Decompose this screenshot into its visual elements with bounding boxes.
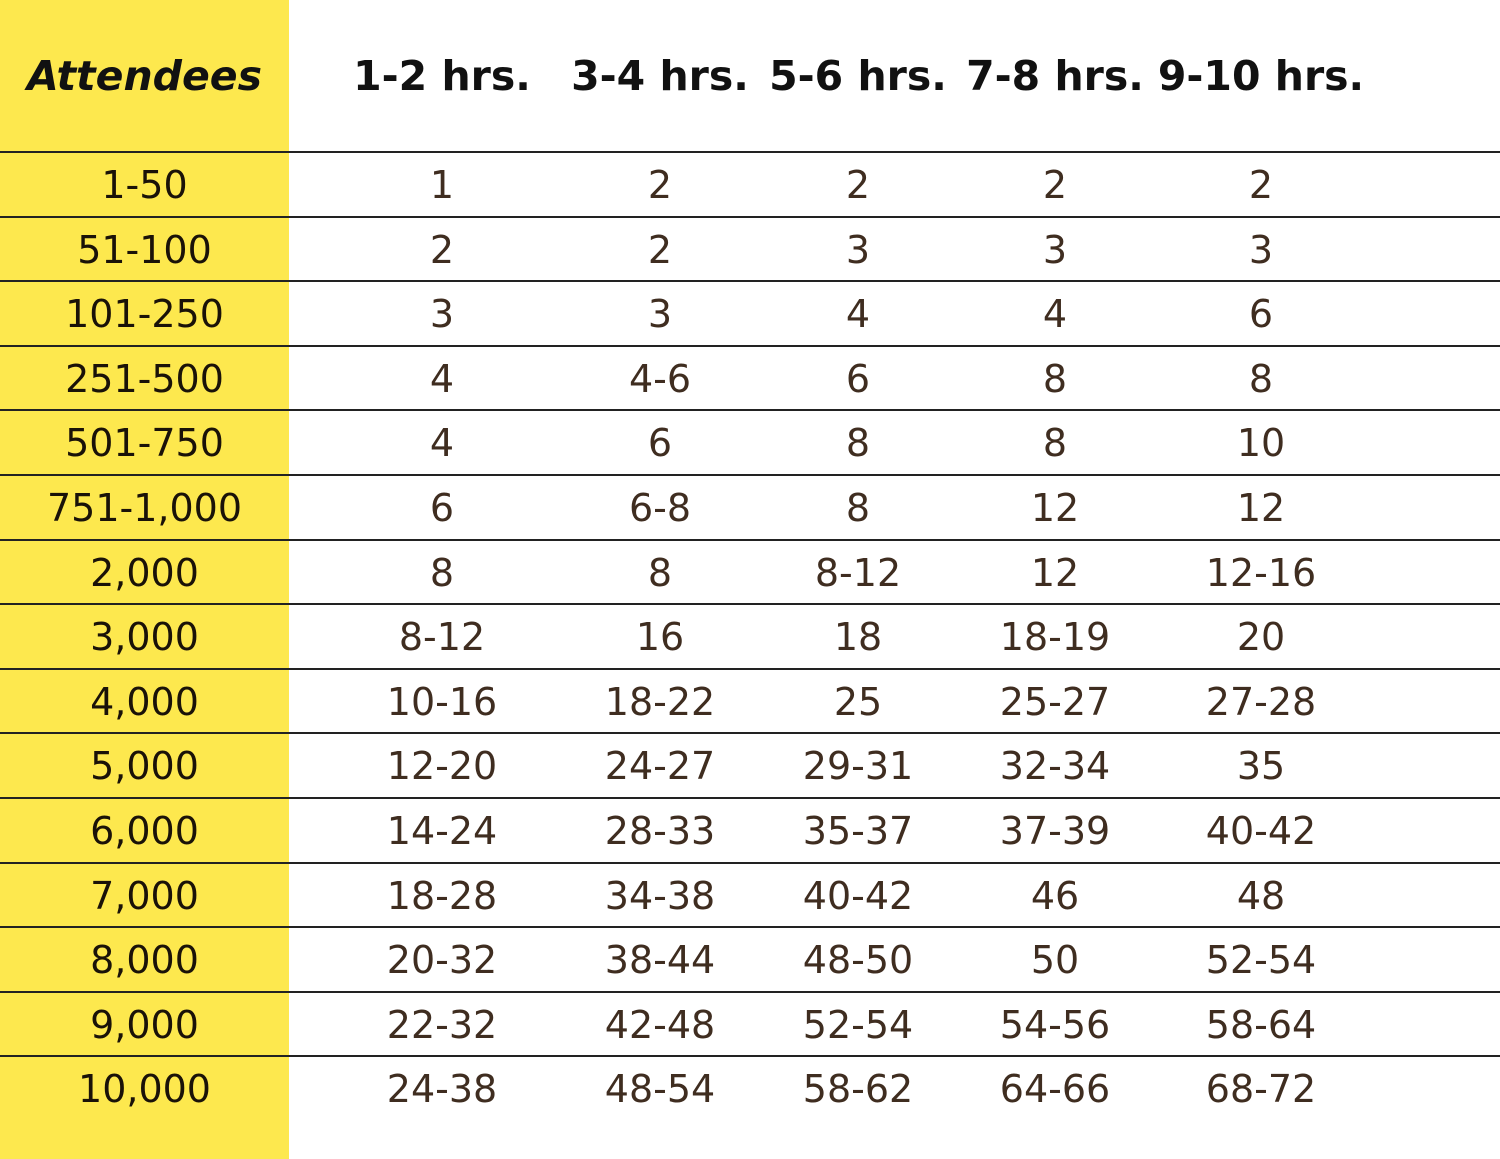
staff-count-cell: 4-6 bbox=[628, 356, 692, 401]
staff-count-cell: 8-12 bbox=[814, 550, 902, 595]
staff-count-cell: 8 bbox=[1042, 420, 1068, 465]
attendees-cell: 6,000 bbox=[90, 808, 199, 853]
table-header-row bbox=[0, 0, 1500, 152]
table-row bbox=[0, 410, 1500, 475]
staff-count-cell: 4 bbox=[845, 291, 871, 336]
table-row bbox=[0, 927, 1500, 992]
staff-count-cell: 28-33 bbox=[604, 808, 716, 853]
header-1-2-hrs: 1-2 hrs. bbox=[353, 52, 531, 100]
staff-count-cell: 18-22 bbox=[604, 679, 716, 724]
staff-count-cell: 25 bbox=[833, 679, 883, 724]
staff-count-cell: 48-54 bbox=[604, 1066, 716, 1111]
attendees-cell: 4,000 bbox=[90, 679, 199, 724]
staff-count-cell: 8-12 bbox=[398, 614, 486, 659]
table-row bbox=[0, 798, 1500, 863]
staff-count-cell: 50 bbox=[1030, 937, 1080, 982]
staff-count-cell: 48 bbox=[1236, 873, 1286, 918]
attendees-cell: 3,000 bbox=[90, 614, 199, 659]
staff-count-cell: 12-16 bbox=[1205, 550, 1317, 595]
staff-count-cell: 35 bbox=[1236, 743, 1286, 788]
header-7-8-hrs: 7-8 hrs. bbox=[966, 52, 1144, 100]
table-row bbox=[0, 1056, 1500, 1121]
header-9-10-hrs: 9-10 hrs. bbox=[1157, 52, 1365, 100]
staff-count-cell: 22-32 bbox=[386, 1002, 498, 1047]
staff-count-cell: 8 bbox=[845, 420, 871, 465]
staff-count-cell: 58-62 bbox=[802, 1066, 914, 1111]
staff-count-cell: 37-39 bbox=[999, 808, 1111, 853]
staff-count-cell: 35-37 bbox=[802, 808, 914, 853]
staff-count-cell: 40-42 bbox=[802, 873, 914, 918]
header-attendees: Attendees bbox=[26, 52, 263, 100]
staff-count-cell: 2 bbox=[647, 162, 673, 207]
staff-count-cell: 16 bbox=[635, 614, 685, 659]
staff-count-cell: 14-24 bbox=[386, 808, 498, 853]
staff-count-cell: 6 bbox=[845, 356, 871, 401]
staff-count-cell: 10-16 bbox=[386, 679, 498, 724]
staff-count-cell: 8 bbox=[647, 550, 673, 595]
attendees-cell: 5,000 bbox=[90, 743, 199, 788]
staff-count-cell: 4 bbox=[1042, 291, 1068, 336]
staff-count-cell: 20-32 bbox=[386, 937, 498, 982]
staff-count-cell: 6 bbox=[1248, 291, 1274, 336]
attendees-cell: 8,000 bbox=[90, 937, 199, 982]
header-5-6-hrs: 5-6 hrs. bbox=[769, 52, 947, 100]
attendees-cell: 501-750 bbox=[65, 420, 224, 465]
staff-count-cell: 1 bbox=[429, 162, 455, 207]
staff-count-cell: 12 bbox=[1030, 485, 1080, 530]
table-row bbox=[0, 992, 1500, 1057]
staff-count-cell: 4 bbox=[429, 356, 455, 401]
staff-count-cell: 68-72 bbox=[1205, 1066, 1317, 1111]
staff-count-cell: 2 bbox=[845, 162, 871, 207]
table-row bbox=[0, 346, 1500, 411]
staff-count-cell: 6 bbox=[429, 485, 455, 530]
staff-count-cell: 52-54 bbox=[1205, 937, 1317, 982]
table-row bbox=[0, 152, 1500, 217]
staff-count-cell: 3 bbox=[845, 227, 871, 272]
table-row bbox=[0, 281, 1500, 346]
staff-count-cell: 4 bbox=[429, 420, 455, 465]
staff-count-cell: 32-34 bbox=[999, 743, 1111, 788]
header-3-4-hrs: 3-4 hrs. bbox=[571, 52, 749, 100]
staff-count-cell: 2 bbox=[429, 227, 455, 272]
staff-count-cell: 3 bbox=[429, 291, 455, 336]
staff-count-cell: 10 bbox=[1236, 420, 1286, 465]
staff-count-cell: 34-38 bbox=[604, 873, 716, 918]
staff-count-cell: 12 bbox=[1236, 485, 1286, 530]
staff-count-cell: 24-38 bbox=[386, 1066, 498, 1111]
attendees-cell: 10,000 bbox=[78, 1066, 211, 1111]
table-row bbox=[0, 540, 1500, 605]
staff-count-cell: 2 bbox=[647, 227, 673, 272]
staff-count-cell: 54-56 bbox=[999, 1002, 1111, 1047]
staff-count-cell: 58-64 bbox=[1205, 1002, 1317, 1047]
staff-count-cell: 8 bbox=[1248, 356, 1274, 401]
staff-count-cell: 18-28 bbox=[386, 873, 498, 918]
staff-count-cell: 8 bbox=[1042, 356, 1068, 401]
table-row bbox=[0, 733, 1500, 798]
table-row bbox=[0, 217, 1500, 282]
table-row bbox=[0, 475, 1500, 540]
staff-count-cell: 64-66 bbox=[999, 1066, 1111, 1111]
staff-count-cell: 2 bbox=[1042, 162, 1068, 207]
attendees-cell: 101-250 bbox=[65, 291, 224, 336]
staff-count-cell: 24-27 bbox=[604, 743, 716, 788]
staff-count-cell: 52-54 bbox=[802, 1002, 914, 1047]
staff-count-cell: 25-27 bbox=[999, 679, 1111, 724]
staff-count-cell: 48-50 bbox=[802, 937, 914, 982]
staff-count-cell: 38-44 bbox=[604, 937, 716, 982]
attendees-cell: 51-100 bbox=[77, 227, 212, 272]
staff-count-cell: 6-8 bbox=[628, 485, 692, 530]
attendees-cell: 251-500 bbox=[65, 356, 224, 401]
attendees-cell: 2,000 bbox=[90, 550, 199, 595]
table-row bbox=[0, 669, 1500, 734]
staff-count-cell: 20 bbox=[1236, 614, 1286, 659]
staff-count-cell: 27-28 bbox=[1205, 679, 1317, 724]
staff-count-cell: 12-20 bbox=[386, 743, 498, 788]
staff-count-cell: 46 bbox=[1030, 873, 1080, 918]
staff-count-cell: 18 bbox=[833, 614, 883, 659]
attendees-cell: 1-50 bbox=[101, 162, 188, 207]
staff-count-cell: 3 bbox=[1042, 227, 1068, 272]
staff-count-cell: 18-19 bbox=[999, 614, 1111, 659]
staff-count-cell: 6 bbox=[647, 420, 673, 465]
attendees-cell: 7,000 bbox=[90, 873, 199, 918]
attendees-cell: 751-1,000 bbox=[46, 485, 243, 530]
staff-count-cell: 3 bbox=[647, 291, 673, 336]
table-row bbox=[0, 604, 1500, 669]
staff-count-cell: 3 bbox=[1248, 227, 1274, 272]
staff-count-cell: 12 bbox=[1030, 550, 1080, 595]
staff-count-cell: 8 bbox=[429, 550, 455, 595]
staff-count-cell: 2 bbox=[1248, 162, 1274, 207]
table-row bbox=[0, 863, 1500, 928]
staff-count-cell: 42-48 bbox=[604, 1002, 716, 1047]
staff-count-cell: 8 bbox=[845, 485, 871, 530]
attendees-cell: 9,000 bbox=[90, 1002, 199, 1047]
staff-count-cell: 29-31 bbox=[802, 743, 914, 788]
staff-count-cell: 40-42 bbox=[1205, 808, 1317, 853]
